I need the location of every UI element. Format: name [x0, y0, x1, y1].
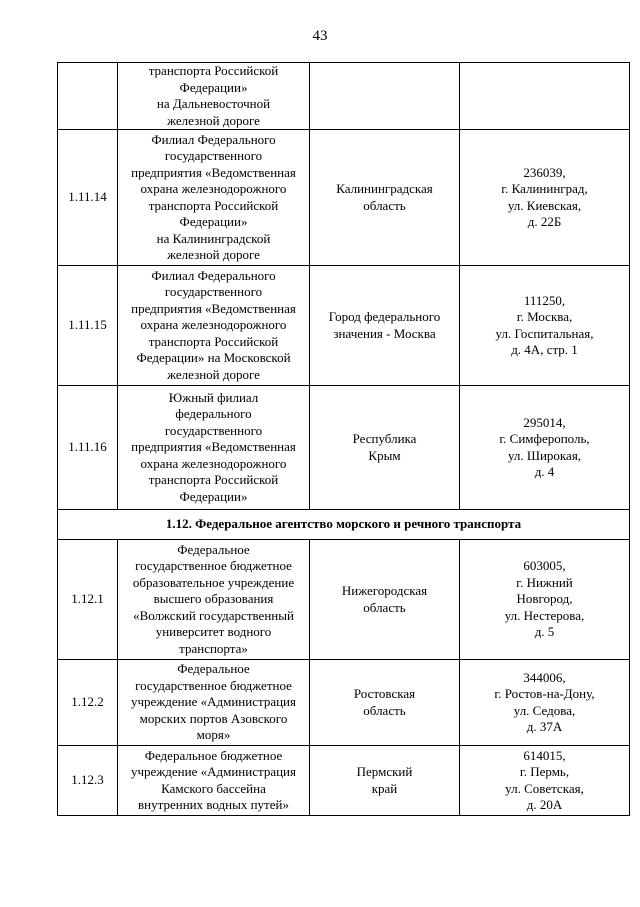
table-row	[58, 386, 630, 510]
row-number: 1.12.2	[58, 660, 118, 746]
address: 603005, г. Нижний Новгород, ул. Нестерова, д. 5	[460, 540, 630, 660]
row-number: 1.12.1	[58, 540, 118, 660]
address: 111250, г. Москва, ул. Госпитальная, д. 4А, стр. 1	[460, 266, 630, 386]
region: Пермский край	[310, 746, 460, 816]
region: Ростовская область	[310, 660, 460, 746]
organizations-table	[57, 62, 630, 816]
address: 236039, г. Калининград, ул. Киевская, д. 22Б	[460, 130, 630, 266]
table-row	[58, 63, 630, 130]
row-number: 1.11.15	[58, 266, 118, 386]
row-number	[58, 63, 118, 130]
region	[310, 63, 460, 130]
organization-name: транспорта Российской Федерации» на Дальневосточной железной дороге	[118, 63, 310, 130]
region: Нижегородская область	[310, 540, 460, 660]
address: 295014, г. Симферополь, ул. Широкая, д. 4	[460, 386, 630, 510]
organization-name: Филиал Федерального государственного предприятия «Ведомственная охрана железнодорожного транспорта Российской Федерации» на Московской железной дороге	[118, 266, 310, 386]
table-row	[58, 130, 630, 266]
row-number: 1.11.14	[58, 130, 118, 266]
section-row	[58, 510, 630, 540]
address: 344006, г. Ростов-на-Дону, ул. Седова, д. 37А	[460, 660, 630, 746]
page-number: 43	[312, 28, 328, 44]
organization-name: Федеральное бюджетное учреждение «Администрация Камского бассейна внутренних водных путей»	[118, 746, 310, 816]
table-row	[58, 746, 630, 816]
address	[460, 63, 630, 130]
organization-name: Филиал Федерального государственного предприятия «Ведомственная охрана железнодорожного транспорта Российской Федерации» на Калининградской железной дороге	[118, 130, 310, 266]
region: Республика Крым	[310, 386, 460, 510]
organization-name: Южный филиал федерального государственного предприятия «Ведомственная охрана железнодорожного транспорта Российской Федерации»	[118, 386, 310, 510]
table-row	[58, 660, 630, 746]
row-number: 1.11.16	[58, 386, 118, 510]
table-row	[58, 540, 630, 660]
region: Калининградская область	[310, 130, 460, 266]
row-number: 1.12.3	[58, 746, 118, 816]
table-row	[58, 266, 630, 386]
organization-name: Федеральное государственное бюджетное учреждение «Администрация морских портов Азовского моря»	[118, 660, 310, 746]
organization-name: Федеральное государственное бюджетное образовательное учреждение высшего образования «Волжский государственный университет водного транспорта»	[118, 540, 310, 660]
region: Город федерального значения - Москва	[310, 266, 460, 386]
address: 614015, г. Пермь, ул. Советская, д. 20А	[460, 746, 630, 816]
section-title: 1.12. Федеральное агентство морского и речного транспорта	[58, 510, 630, 540]
